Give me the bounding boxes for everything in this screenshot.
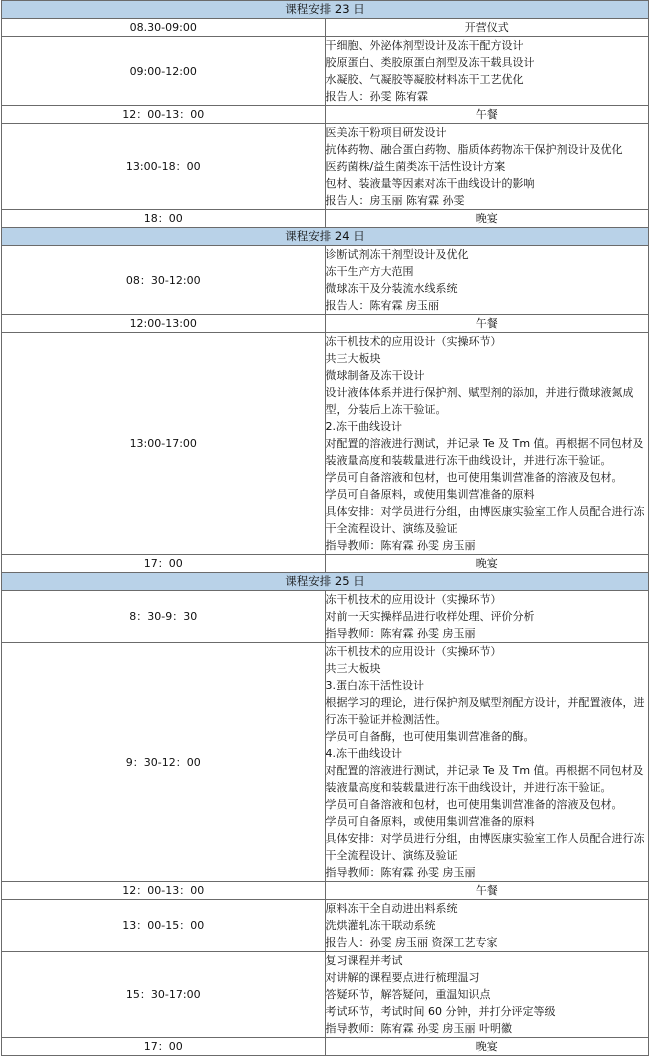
- content-line: 设计液体体系并进行保护剂、赋型剂的添加，并进行微球液氮成型，分装后上冻干验证。: [325, 386, 634, 416]
- content-line: 医药菌株/益生菌类冻干活性设计方案: [325, 160, 506, 173]
- content-line: 抗体药物、融合蛋白药物、脂质体药物冻干保护剂设计及优化: [325, 143, 623, 156]
- time-cell: 13：00-15：00: [2, 900, 326, 952]
- content-line: 报告人：陈宥霖 房玉丽: [325, 299, 439, 312]
- schedule-row: [2, 19, 649, 37]
- content-line: 学员可自备溶液和包材，也可使用集训营准备的溶液及包材。: [325, 471, 623, 484]
- content-line: 根据学习的理论，进行保护剂及赋型剂配方设计，并配置液体，进行冻干验证并检测活性。: [325, 696, 645, 726]
- content-line: 午餐: [475, 884, 498, 897]
- content-line: 考试环节，考试时间 60 分钟，并打分评定等级: [325, 1005, 556, 1018]
- content-line: 2.冻干曲线设计: [325, 420, 402, 433]
- content-line: 对讲解的课程要点进行梳理温习: [325, 971, 480, 984]
- content-line: 对配置的溶液进行测试，并记录 Te 及 Tm 值。再根据不同包材及装液量高度和装载量进行冻干曲线设计，并进行冻干验证。: [325, 437, 644, 467]
- content-line: 开营仪式: [464, 21, 509, 34]
- time-cell: 15：30-17:00: [2, 952, 326, 1038]
- day-header: 课程安排 23 日: [2, 1, 649, 19]
- schedule-row: [2, 1038, 649, 1056]
- schedule-row: [2, 37, 649, 106]
- content-cell: [325, 37, 649, 106]
- content-line: 微球制备及冻干设计: [325, 369, 425, 382]
- content-line: 晚宴: [475, 212, 498, 225]
- content-line: 洗烘灌轧冻干联动系统: [325, 919, 436, 932]
- schedule-row: [2, 124, 649, 210]
- time-cell: 12:00-13:00: [2, 315, 326, 333]
- content-line: 复习课程并考试: [325, 954, 403, 967]
- content-line: 胶原蛋白、类胶原蛋白剂型及冻干载具设计: [325, 56, 535, 69]
- content-line: 冻干机技术的应用设计（实操环节）: [325, 645, 502, 658]
- time-cell: 12：00-13：00: [2, 882, 326, 900]
- time-cell: 13:00-18：00: [2, 124, 326, 210]
- time-cell: 18：00: [2, 210, 326, 228]
- content-cell: [325, 333, 649, 555]
- content-line: 指导教师：陈宥霖 孙雯 房玉丽 叶明徽: [325, 1022, 512, 1035]
- content-line: 共三大板块: [325, 662, 381, 675]
- content-line: 午餐: [475, 108, 498, 121]
- content-line: 具体安排：对学员进行分组，由博医康实验室工作人员配合进行冻干全流程设计、演练及验证: [325, 505, 645, 535]
- content-cell: [325, 952, 649, 1038]
- schedule-row: [2, 900, 649, 952]
- content-line: 学员可自备溶液和包材，也可使用集训营准备的溶液及包材。: [325, 798, 623, 811]
- content-cell: [325, 882, 649, 900]
- schedule-row: [2, 555, 649, 573]
- content-line: 报告人：房玉丽 陈宥霖 孙雯: [325, 194, 465, 207]
- schedule-row: [2, 882, 649, 900]
- time-cell: 17：00: [2, 555, 326, 573]
- content-line: 晚宴: [475, 1040, 498, 1053]
- content-line: 冻干机技术的应用设计（实操环节）: [325, 335, 502, 348]
- day-header-row: [2, 228, 649, 246]
- content-line: 报告人：孙雯 陈宥霖: [325, 90, 428, 103]
- time-cell: 08.30-09:00: [2, 19, 326, 37]
- schedule-row: [2, 333, 649, 555]
- content-line: 指导教师：陈宥霖 孙雯 房玉丽: [325, 627, 476, 640]
- content-cell: [325, 19, 649, 37]
- content-line: 对配置的溶液进行测试，并记录 Te 及 Tm 值。再根据不同包材及装液量高度和装载量进行冻干曲线设计，并进行冻干验证。: [325, 764, 644, 794]
- content-cell: [325, 106, 649, 124]
- content-line: 3.蛋白冻干活性设计: [325, 679, 424, 692]
- time-cell: 17：00: [2, 1038, 326, 1056]
- content-line: 指导教师：陈宥霖 孙雯 房玉丽: [325, 866, 476, 879]
- content-line: 原料冻干全自动进出料系统: [325, 902, 458, 915]
- content-cell: [325, 900, 649, 952]
- schedule-row: [2, 643, 649, 882]
- content-line: 报告人：孙雯 房玉丽 资深工艺专家: [325, 936, 498, 949]
- content-line: 具体安排：对学员进行分组，由博医康实验室工作人员配合进行冻干全流程设计、演练及验证: [325, 832, 645, 862]
- content-line: 答疑环节，解答疑问，重温知识点: [325, 988, 491, 1001]
- content-line: 学员可自备原料，或使用集训营准备的原料: [325, 488, 535, 501]
- content-line: 水凝胶、气凝胶等凝胶材料冻干工艺优化: [325, 73, 524, 86]
- content-line: 冻干生产方大范围: [325, 265, 414, 278]
- schedule-row: [2, 591, 649, 643]
- content-cell: [325, 246, 649, 315]
- content-line: 医美冻干粉项目研发设计: [325, 126, 447, 139]
- content-line: 4.冻干曲线设计: [325, 747, 402, 760]
- content-cell: [325, 591, 649, 643]
- schedule-body: [2, 1, 649, 1056]
- schedule-row: [2, 315, 649, 333]
- content-line: 午餐: [475, 317, 498, 330]
- content-line: 干细胞、外泌体剂型设计及冻干配方设计: [325, 39, 524, 52]
- time-cell: 9：30-12：00: [2, 643, 326, 882]
- day-header: 课程安排 25 日: [2, 573, 649, 591]
- schedule-row: [2, 246, 649, 315]
- day-header-row: [2, 573, 649, 591]
- content-cell: [325, 124, 649, 210]
- time-cell: 12：00-13：00: [2, 106, 326, 124]
- content-line: 冻干机技术的应用设计（实操环节）: [325, 593, 502, 606]
- schedule-table: [1, 0, 649, 1056]
- content-line: 诊断试剂冻干剂型设计及优化: [325, 248, 469, 261]
- content-line: 共三大板块: [325, 352, 381, 365]
- time-cell: 13:00-17:00: [2, 333, 326, 555]
- content-cell: [325, 643, 649, 882]
- content-cell: [325, 1038, 649, 1056]
- content-line: 对前一天实操样品进行收样处理、评价分析: [325, 610, 535, 623]
- content-line: 指导教师：陈宥霖 孙雯 房玉丽: [325, 539, 476, 552]
- time-cell: 08：30-12:00: [2, 246, 326, 315]
- schedule-row: [2, 106, 649, 124]
- schedule-row: [2, 952, 649, 1038]
- day-header-row: [2, 1, 649, 19]
- time-cell: 09:00-12:00: [2, 37, 326, 106]
- content-cell: [325, 555, 649, 573]
- content-line: 微球冻干及分装流水线系统: [325, 282, 458, 295]
- content-line: 晚宴: [475, 557, 498, 570]
- content-line: 学员可自备酶，也可使用集训营准备的酶。: [325, 730, 535, 743]
- content-line: 学员可自备原料，或使用集训营准备的原料: [325, 815, 535, 828]
- schedule-row: [2, 210, 649, 228]
- content-cell: [325, 315, 649, 333]
- time-cell: 8：30-9：30: [2, 591, 326, 643]
- content-line: 包材、装液量等因素对冻干曲线设计的影响: [325, 177, 535, 190]
- content-cell: [325, 210, 649, 228]
- day-header: 课程安排 24 日: [2, 228, 649, 246]
